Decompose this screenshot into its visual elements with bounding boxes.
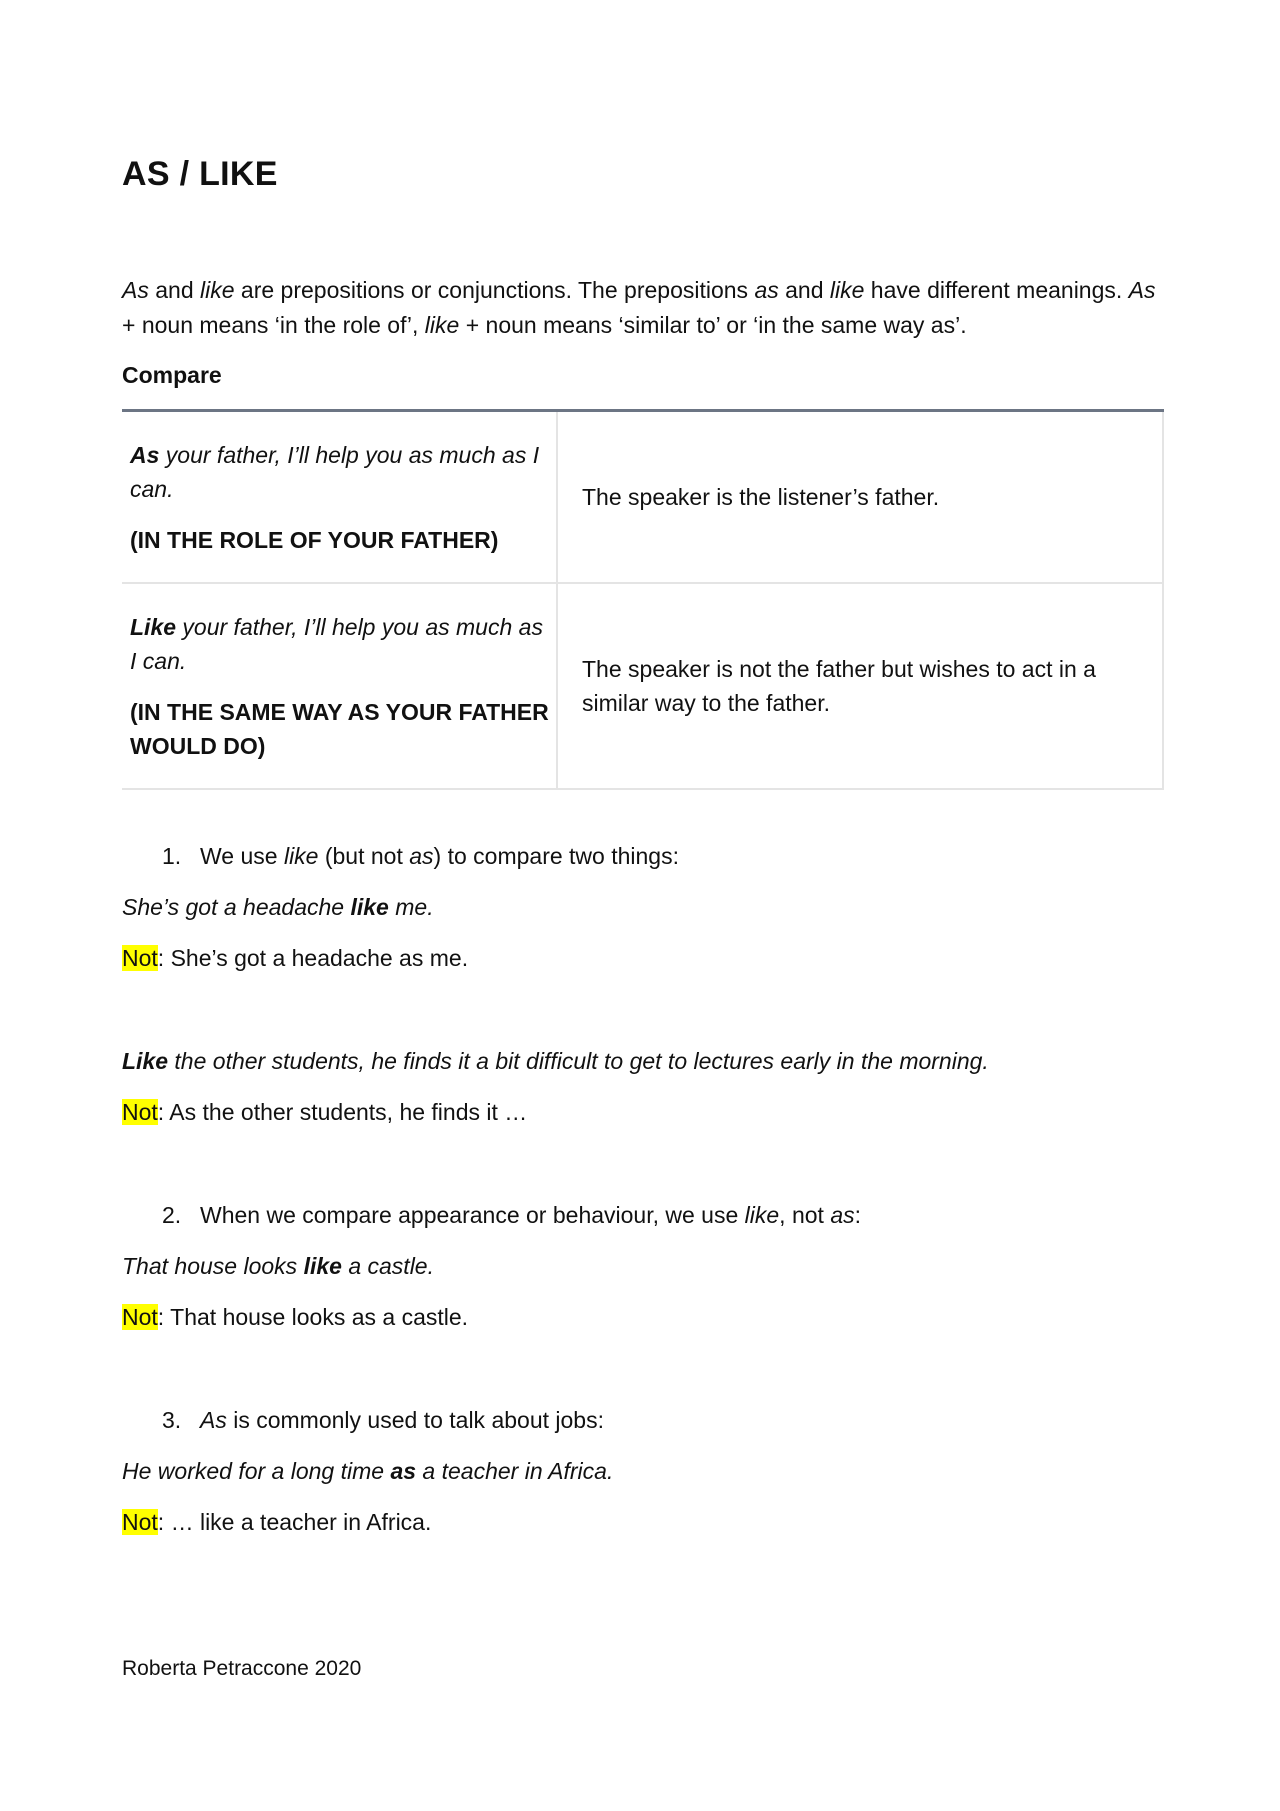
example-line: Like the other students, he finds it a bit difficult to get to lectures early in the morning. — [122, 1048, 989, 1074]
table-row — [122, 411, 1163, 584]
list-number: 2. — [162, 1202, 182, 1228]
example-line: He worked for a long time as a teacher in Africa. — [122, 1458, 614, 1484]
comparison-table — [122, 409, 1164, 790]
list-number: 3. — [162, 1407, 182, 1433]
explanation-cell: The speaker is not the father but wishes to act in a similar way to the father. — [557, 583, 1163, 789]
intro-term: like — [424, 312, 460, 338]
incorrect-example: Not: She’s got a headache as me. — [122, 945, 469, 971]
not-highlight: Not — [122, 1509, 158, 1535]
intro-term: as — [754, 277, 779, 303]
rule-3: 3. As is commonly used to talk about jobs: — [162, 1407, 604, 1433]
intro-term: like — [829, 277, 865, 303]
intro-term: As — [1128, 277, 1156, 303]
example-line: She’s got a headache like me. — [122, 894, 434, 920]
intro-term: As — [122, 277, 149, 303]
rule-1: 1. We use like (but not as) to compare two things: — [162, 843, 679, 869]
example-cell — [122, 411, 557, 584]
example-note: (IN THE ROLE OF YOUR FATHER) — [130, 526, 499, 553]
compare-heading: Compare — [122, 362, 222, 388]
example-keyword: Like — [130, 613, 177, 640]
not-highlight: Not — [122, 1099, 158, 1125]
example-text: your father, I’ll help you as much as I can. — [130, 441, 540, 502]
example-sentence — [130, 438, 550, 506]
explanation-cell: The speaker is the listener’s father. — [557, 411, 1163, 584]
intro-text: are prepositions or conjunctions. The prepositions — [234, 277, 755, 303]
incorrect-example: Not: … like a teacher in Africa. — [122, 1509, 432, 1535]
example-sentence — [130, 610, 550, 678]
incorrect-example: Not: That house looks as a castle. — [122, 1304, 469, 1330]
intro-text: + noun means ‘similar to’ or ‘in the same way as’. — [459, 312, 967, 338]
intro-term: like — [200, 277, 235, 303]
example-keyword: As — [130, 441, 160, 468]
not-highlight: Not — [122, 1304, 158, 1330]
footer-author: Roberta Petraccone 2020 — [122, 1657, 362, 1680]
example-text: your father, I’ll help you as much as I can. — [130, 613, 543, 674]
example-note: (IN THE SAME WAY AS YOUR FATHER WOULD DO) — [130, 698, 549, 759]
rule-2: 2. When we compare appearance or behaviour, we use like, not as: — [162, 1202, 862, 1228]
list-number: 1. — [162, 843, 182, 869]
example-line: That house looks like a castle. — [122, 1253, 434, 1279]
incorrect-example: Not: As the other students, he finds it … — [122, 1099, 528, 1125]
intro-text: and — [148, 277, 200, 303]
example-cell — [122, 583, 557, 789]
intro-paragraph — [122, 273, 1164, 343]
intro-text: have different meanings. — [864, 277, 1129, 303]
page-title: AS / LIKE — [122, 155, 278, 193]
intro-text: + noun means ‘in the role of’, — [122, 312, 425, 338]
intro-text: and — [778, 277, 830, 303]
table-row — [122, 583, 1163, 789]
not-highlight: Not — [122, 945, 158, 971]
